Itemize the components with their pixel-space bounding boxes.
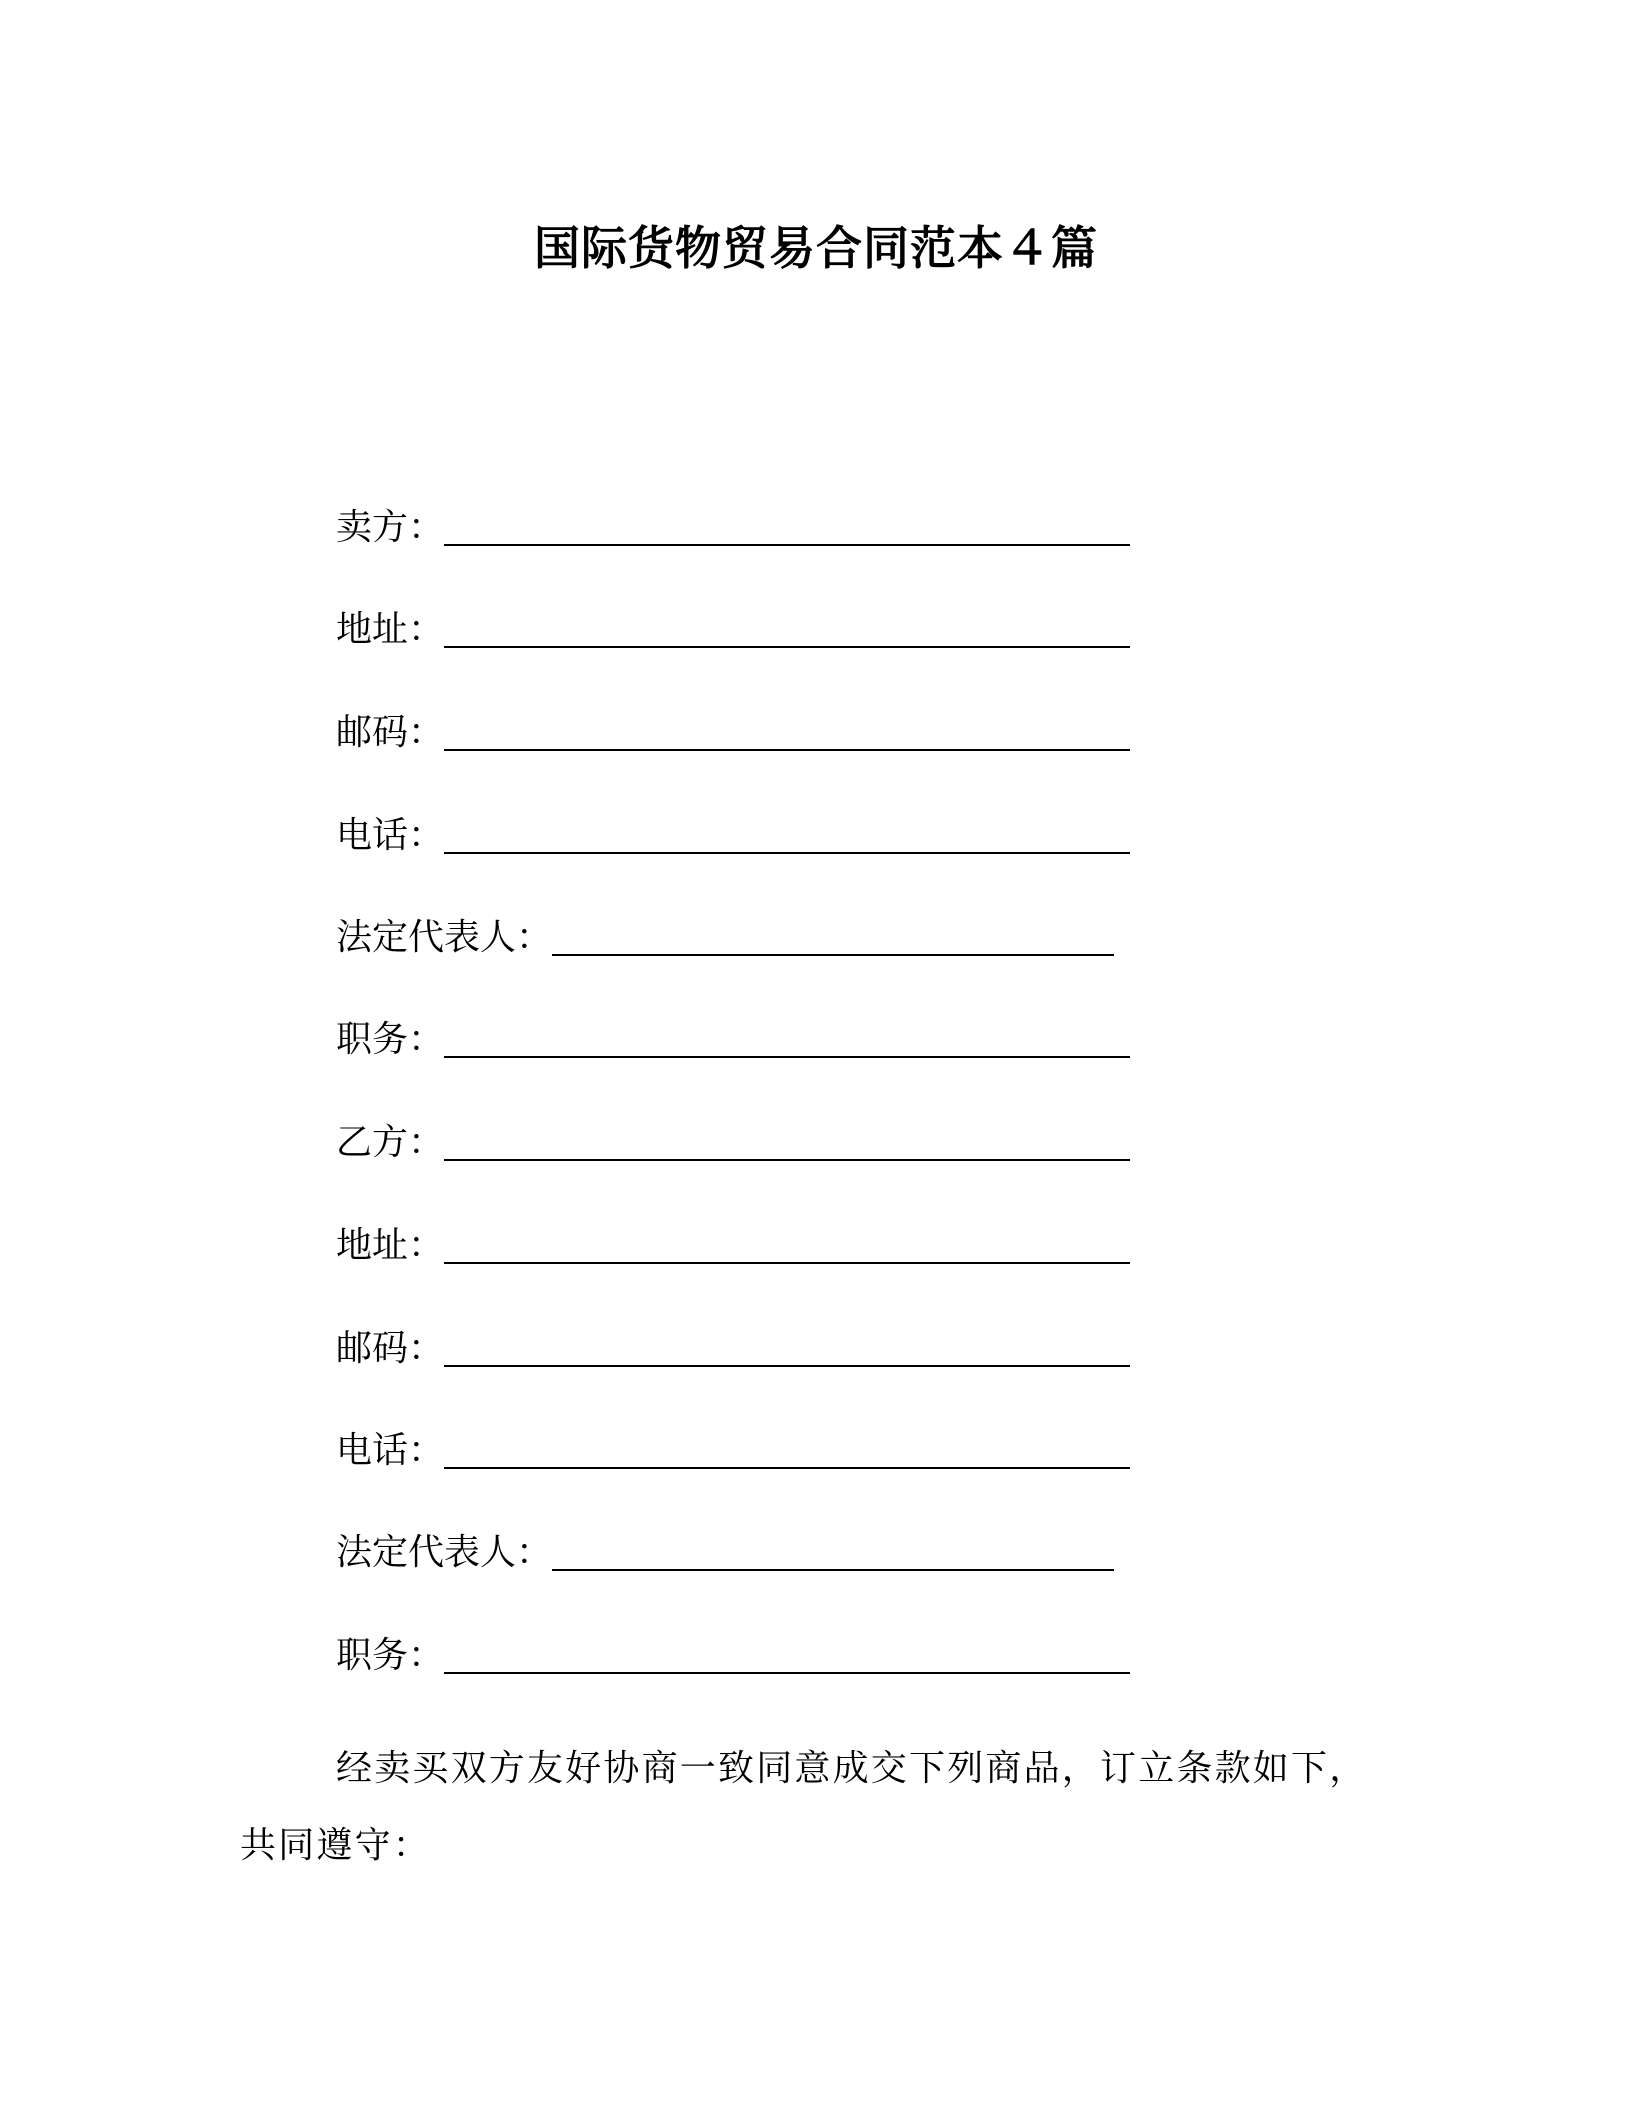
buyer-position-label: 职务： [336,1635,445,1676]
seller-postcode-field [336,705,1130,761]
intro-paragraph: 经卖买双方友好协商一致同意成交下列商品，订立条款如下，共同遵守： [240,1748,1368,1866]
seller-position-blank[interactable] [444,1056,1130,1058]
buyer-phone-blank[interactable] [444,1467,1130,1469]
seller-legal-rep-blank[interactable] [552,954,1114,956]
document-title: 国际货物贸易合同范本４篇 [534,221,1098,275]
buyer-legal-rep-label: 法定代表人： [336,1532,553,1573]
seller-phone-blank[interactable] [444,852,1130,854]
seller-name-blank[interactable] [444,544,1130,546]
buyer-address-blank[interactable] [444,1262,1130,1264]
buyer-phone-label: 电话： [336,1430,445,1471]
buyer-legal-rep-blank[interactable] [552,1569,1114,1571]
buyer-phone-field [336,1423,1130,1479]
buyer-address-label: 地址： [336,1225,445,1266]
buyer-address-field [336,1218,1130,1274]
buyer-name-field [336,1115,1130,1171]
seller-phone-label: 电话： [336,815,445,856]
seller-address-blank[interactable] [444,646,1130,648]
buyer-postcode-blank[interactable] [444,1365,1130,1367]
seller-postcode-blank[interactable] [444,749,1130,751]
buyer-postcode-label: 邮码： [336,1328,445,1369]
buyer-name-blank[interactable] [444,1159,1130,1161]
seller-address-field [336,602,1130,658]
seller-postcode-label: 邮码： [336,712,445,753]
seller-phone-field [336,808,1130,864]
seller-position-label: 职务： [336,1019,445,1060]
buyer-legal-rep-field [336,1525,1114,1581]
buyer-position-field [336,1628,1130,1684]
seller-legal-rep-label: 法定代表人： [336,917,553,958]
seller-name-label: 卖方： [336,507,445,548]
seller-name-field [336,500,1130,556]
buyer-postcode-field [336,1321,1130,1377]
buyer-name-label: 乙方： [336,1122,445,1163]
buyer-position-blank[interactable] [444,1672,1130,1674]
seller-legal-rep-field [336,910,1114,966]
seller-address-label: 地址： [336,609,445,650]
seller-position-field [336,1012,1130,1068]
